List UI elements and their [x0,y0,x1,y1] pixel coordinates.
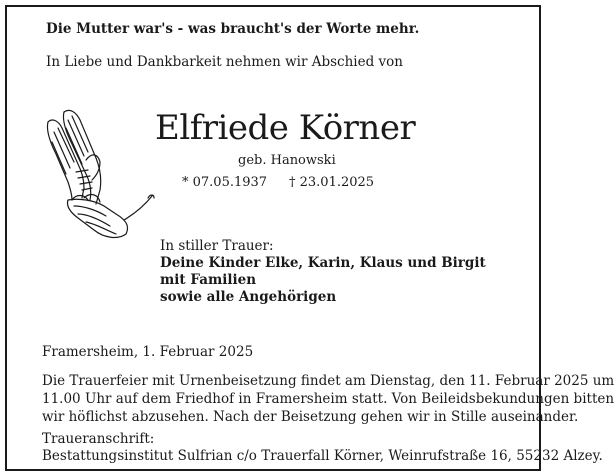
birth-date: * 07.05.1937 [182,175,268,190]
address-label: Traueranschrift: [42,431,155,447]
mourners-line: mit Familien [160,272,257,288]
mourners-line: Deine Kinder Elke, Karin, Klaus und Birgit [160,255,486,271]
funeral-service-text [42,372,614,426]
place-date: Framersheim, 1. Februar 2025 [42,344,254,360]
maiden-name: geb. Hanowski [238,153,336,168]
mourners-intro: In stiller Trauer: [160,238,274,254]
service-line: Die Trauerfeier mit Urnenbeisetzung findet am Dienstag, den 11. Februar 2025 um [42,373,614,389]
deceased-name: Elfriede Körner [155,108,416,148]
praying-hands-icon [38,102,156,242]
intro-text: In Liebe und Dankbarkeit nehmen wir Abschied von [46,54,403,70]
service-line: 11.00 Uhr auf dem Friedhof in Framersheim statt. Von Beileidsbekundungen bitten [42,391,614,407]
motto: Die Mutter war's - was braucht's der Worte mehr. [46,21,420,37]
death-date: † 23.01.2025 [289,175,375,190]
service-line: wir höflichst abzusehen. Nach der Beisetzung gehen wir in Stille auseinander. [42,409,579,425]
mourning-address: Bestattungsinstitut Sulfrian c/o Trauerfall Körner, Weinrufstraße 16, 55232 Alzey. [42,448,603,464]
mourners-line: sowie alle Angehörigen [160,289,337,305]
